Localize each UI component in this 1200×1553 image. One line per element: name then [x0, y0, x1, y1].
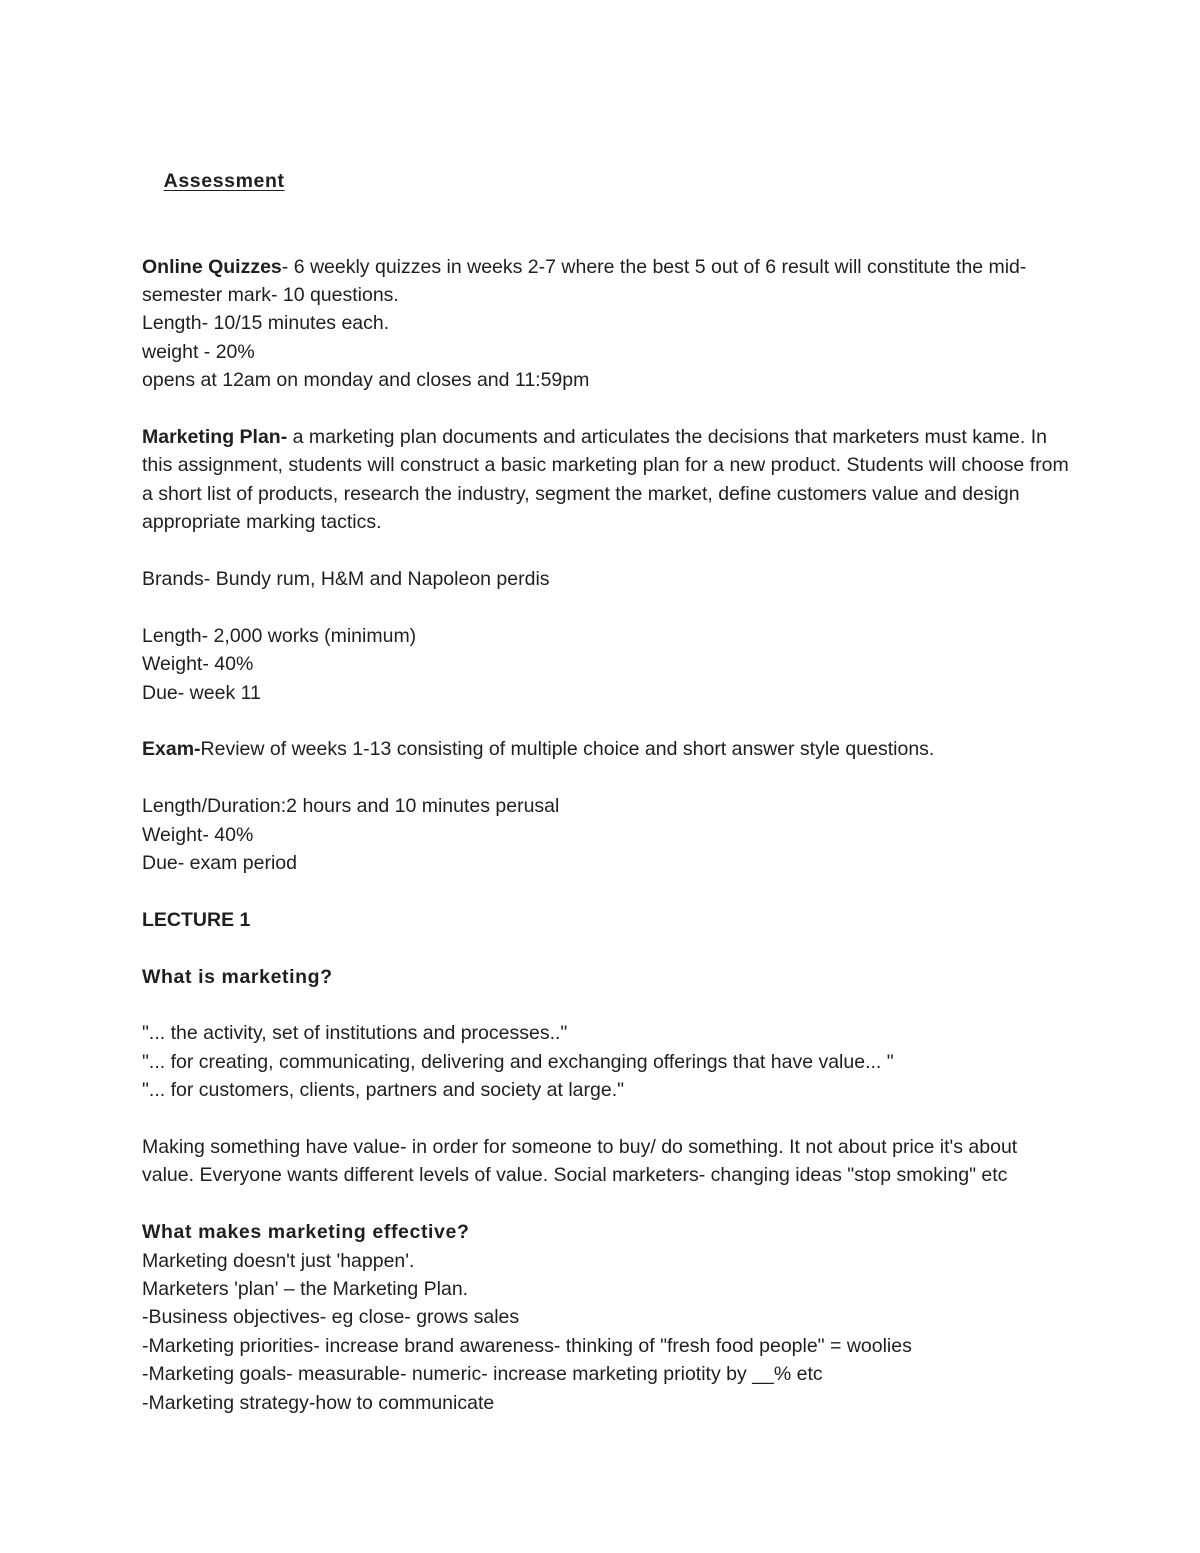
quizzes-paragraph [142, 253, 1072, 310]
exam-length: Length/Duration:2 hours and 10 minutes perusal [142, 795, 560, 818]
definition-quote-2: "... for creating, communicating, delivering and exchanging offerings that have value... " [142, 1050, 894, 1073]
marketing-plan-due: Due- week 11 [142, 681, 261, 704]
quizzes-weight: weight - 20% [142, 340, 255, 363]
definition-quote-1: "... the activity, set of institutions and processes.." [142, 1022, 568, 1045]
spacer [142, 764, 1072, 792]
effective-heading: What makes marketing effective? [142, 1221, 470, 1244]
what-is-marketing-heading: What is marketing? [142, 965, 333, 988]
quizzes-text: - 6 weekly quizzes in weeks 2-7 where the best 5 out of 6 result will constitute the mid-semester mark- 10 questions. [142, 255, 1027, 307]
exam-label: Exam [142, 738, 195, 761]
value-paragraph: Making something have value- in order for someone to buy/ do something. It not about price it's about value. Everyone wants different levels of value. Social marketers- changing ideas "stop smoking" etc [142, 1136, 1023, 1187]
spacer [142, 707, 1072, 735]
spacer [142, 395, 1072, 423]
exam-dash: - [194, 738, 201, 761]
spacer [142, 877, 1072, 905]
assessment-heading-text: Assessment [163, 170, 285, 193]
effective-line: -Business objectives- eg close- grows sales [142, 1306, 520, 1329]
exam-weight: Weight- 40% [142, 823, 254, 846]
spacer [142, 537, 1072, 565]
quizzes-length: Length- 10/15 minutes each. [142, 312, 390, 335]
lecture-heading: LECTURE 1 [142, 908, 251, 931]
assessment-heading [142, 139, 1072, 224]
spacer [142, 934, 1072, 962]
exam-paragraph [142, 735, 1072, 763]
document-page [142, 139, 1075, 1417]
effective-line: Marketers 'plan' – the Marketing Plan. [142, 1278, 469, 1301]
marketing-plan-text: a marketing plan documents and articulates the decisions that marketers must kame. In this assignment, students will construct a basic marketing plan for a new product. Students will choose from a short list of products, research the industry, segment the market, define customers value and design appropriate marking tactics. [142, 426, 1075, 534]
spacer [142, 1190, 1072, 1218]
effective-line: Marketing doesn't just 'happen'. [142, 1249, 415, 1272]
effective-line: -Marketing strategy-how to communicate [142, 1391, 495, 1414]
effective-line: -Marketing priorities- increase brand awareness- thinking of "fresh food people" = woolies [142, 1334, 912, 1357]
marketing-plan-brands: Brands- Bundy rum, H&M and Napoleon perdis [142, 568, 550, 591]
spacer [142, 1105, 1072, 1133]
marketing-plan-paragraph [142, 423, 1075, 537]
marketing-plan-label: Marketing Plan- [142, 426, 288, 449]
exam-text: Review of weeks 1-13 consisting of multiple choice and short answer style questions. [200, 738, 935, 761]
spacer [142, 224, 1072, 252]
marketing-plan-length: Length- 2,000 works (minimum) [142, 624, 417, 647]
effective-line: -Marketing goals- measurable- numeric- increase marketing priotity by __% etc [142, 1363, 823, 1386]
spacer [142, 991, 1072, 1019]
definition-quote-3: "... for customers, clients, partners and society at large." [142, 1079, 625, 1102]
quizzes-label: Online Quizzes [142, 255, 282, 278]
quizzes-opens: opens at 12am on monday and closes and 11:59pm [142, 369, 590, 392]
exam-due: Due- exam period [142, 852, 297, 875]
marketing-plan-weight: Weight- 40% [142, 653, 254, 676]
spacer [142, 593, 1072, 621]
